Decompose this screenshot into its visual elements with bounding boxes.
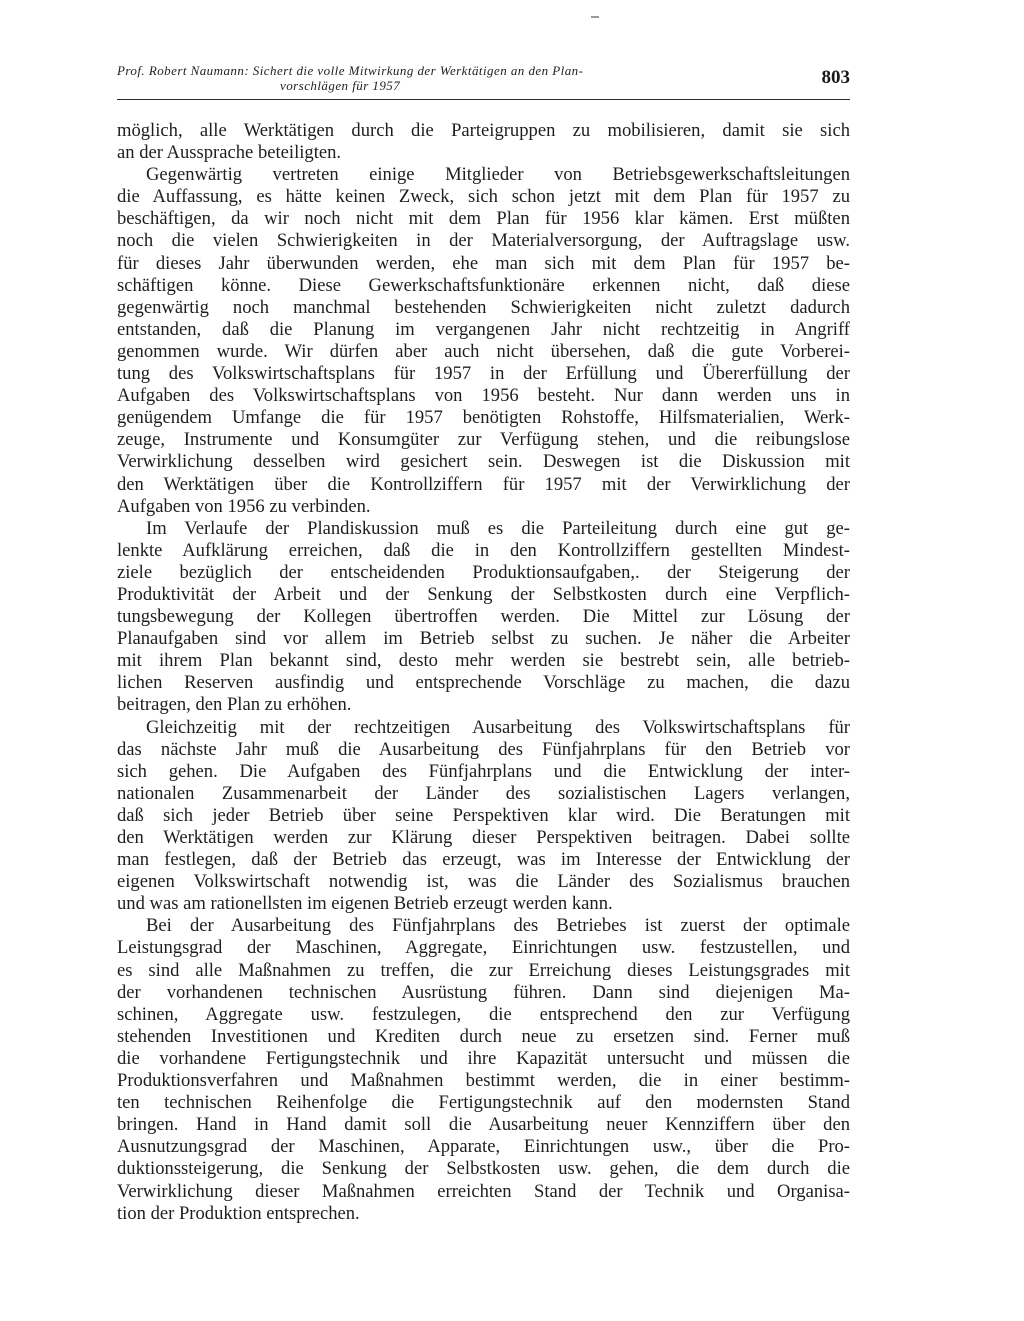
text-line: Leistungsgrad der Maschinen, Aggregate, Einrichtungen usw. festzustellen, und (117, 937, 850, 959)
text-line: Gleichzeitig mit der rechtzeitigen Ausarbeitung des Volkswirtschaftsplans für (146, 716, 850, 738)
text-line: tungsbewegung der Kollegen übertroffen werden. Die Mittel zur Lösung der (117, 606, 850, 628)
text-line: ten technischen Reihenfolge die Fertigungstechnik auf den modernsten Stand (117, 1092, 850, 1114)
text-line: den Werktätigen über die Kontrollziffern für 1957 mit der Verwirklichung der (117, 473, 850, 495)
body-text (117, 120, 850, 1225)
text-line: man festlegen, daß der Betrieb das erzeugt, was im Interesse der Entwicklung der (117, 849, 850, 871)
text-line: eigenen Volkswirtschaft notwendig ist, was die Länder des Sozialismus brauchen (117, 871, 850, 893)
text-line: Verwirklichung dieser Maßnahmen erreichten Stand der Technik und Organisa- (117, 1180, 850, 1202)
text-line: zeuge, Instrumente und Konsumgüter zur Verfügung stehen, und die reibungslose (117, 429, 850, 451)
text-line: schinen, Aggregate usw. festzulegen, die entsprechend den zur Verfügung (117, 1003, 850, 1025)
text-line: schäftigen könne. Diese Gewerkschaftsfunktionäre erkennen nicht, daß diese (117, 274, 850, 296)
text-line: und was am rationellsten im eigenen Betrieb erzeugt werden kann. (117, 893, 613, 915)
text-line: genügendem Umfange die für 1957 benötigten Rohstoffe, Hilfsmaterialien, Werk- (117, 407, 850, 429)
text-line: mit ihrem Plan bekannt sind, desto mehr werden sie bestrebt sein, alle betrieb- (117, 650, 850, 672)
running-title-line-2: vorschlägen für 1957 (280, 78, 401, 93)
text-line: Im Verlaufe der Plandiskussion muß es die Parteileitung durch eine gut ge- (146, 517, 850, 539)
text-line: noch die vielen Schwierigkeiten in der Materialversorgung, der Auftragslage usw. (117, 230, 850, 252)
text-line: Bei der Ausarbeitung des Fünfjahrplans des Betriebes ist zuerst der optimale (146, 915, 850, 937)
text-line: Ausnutzungsgrad der Maschinen, Apparate, Einrichtungen usw., über die Pro- (117, 1136, 850, 1158)
text-line: gegenwärtig noch manchmal bestehenden Schwierigkeiten nicht zuletzt dadurch (117, 296, 850, 318)
paragraph (117, 717, 850, 916)
text-line: Aufgaben des Volkswirtschaftsplans von 1956 besteht. Nur dann werden uns in (117, 385, 850, 407)
text-line: genommen wurde. Wir dürfen aber auch nicht übersehen, daß die gute Vorberei- (117, 340, 850, 362)
text-line: Aufgaben von 1956 zu verbinden. (117, 495, 371, 517)
paragraph (117, 518, 850, 717)
running-title-line-1: Prof. Robert Naumann: Sichert die volle Mitwirkung der Werktätigen an den Plan- (117, 63, 584, 78)
text-line: lenkte Aufklärung erreichen, daß die in den Kontrollziffern gestellten Mindest- (117, 539, 850, 561)
text-line: die Auffassung, es hätte keinen Zweck, sich schon jetzt mit dem Plan für 1957 zu (117, 186, 850, 208)
text-line: der vorhandenen technischen Ausrüstung führen. Dann sind diejenigen Ma- (117, 981, 850, 1003)
text-line: das nächste Jahr muß die Ausarbeitung des Fünfjahrplans für den Betrieb vor (117, 738, 850, 760)
paragraph (117, 915, 850, 1224)
text-line: es sind alle Maßnahmen zu treffen, die zur Erreichung dieses Leistungsgrades mit (117, 959, 850, 981)
text-line: tung des Volkswirtschaftsplans für 1957 in der Erfüllung und Übererfüllung der (117, 363, 850, 385)
text-line: Produktivität der Arbeit und der Senkung der Selbstkosten durch eine Verpflich- (117, 583, 850, 605)
text-line: daß sich jeder Betrieb über seine Perspektiven klar wird. Die Beratungen mit (117, 804, 850, 826)
text-line: Planaufgaben sind vor allem im Betrieb selbst zu suchen. Je näher die Arbeiter (117, 628, 850, 650)
text-line: Produktionsverfahren und Maßnahmen bestimmt werden, die in einer bestimm- (117, 1070, 850, 1092)
text-line: an der Aussprache beteiligten. (117, 142, 342, 164)
text-line: bringen. Hand in Hand damit soll die Ausarbeitung neuer Kennziffern über den (117, 1114, 850, 1136)
text-line: tion der Produktion entsprechen. (117, 1202, 360, 1224)
text-line: Gegenwärtig vertreten einige Mitglieder von Betriebsgewerkschaftsleitungen (146, 164, 850, 186)
page-number: 803 (821, 67, 850, 88)
text-line: lichen Reserven ausfindig und entsprechende Vorschläge zu machen, die dazu (117, 672, 850, 694)
text-line: beschäftigen, da wir noch nicht mit dem Plan für 1956 klar kämen. Erst müßten (117, 208, 850, 230)
text-line: sich gehen. Die Aufgaben des Fünfjahrplans und die Entwicklung der inter- (117, 760, 850, 782)
paragraph (117, 120, 850, 164)
text-line: entstanden, daß die Planung im vergangenen Jahr nicht rechtzeitig in Angriff (117, 318, 850, 340)
text-line: stehenden Investitionen und Krediten durch neue zu ersetzen sind. Ferner muß (117, 1025, 850, 1047)
text-line: ziele bezüglich der entscheidenden Produktionsaufgaben,. der Steigerung der (117, 561, 850, 583)
text-line: Verwirklichung desselben wird gesichert sein. Deswegen ist die Diskussion mit (117, 451, 850, 473)
page-header (117, 63, 850, 100)
running-title (117, 63, 767, 93)
text-line: für dieses Jahr überwunden werden, ehe man sich mit dem Plan für 1957 be- (117, 252, 850, 274)
scan-mark (591, 16, 599, 18)
text-line: den Werktätigen werden zur Klärung dieser Perspektiven beitragen. Dabei sollte (117, 827, 850, 848)
text-line: nationalen Zusammenarbeit der Länder des sozialistischen Lagers verlangen, (117, 782, 850, 804)
paragraph (117, 164, 850, 518)
text-line: duktionssteigerung, die Senkung der Selbstkosten usw. gehen, die dem durch die (117, 1158, 850, 1180)
text-line: möglich, alle Werktätigen durch die Parteigruppen zu mobilisieren, damit sie sich (117, 120, 850, 141)
text-line: die vorhandene Fertigungstechnik und ihre Kapazität untersucht und müssen die (117, 1047, 850, 1069)
text-line: beitragen, den Plan zu erhöhen. (117, 694, 352, 716)
